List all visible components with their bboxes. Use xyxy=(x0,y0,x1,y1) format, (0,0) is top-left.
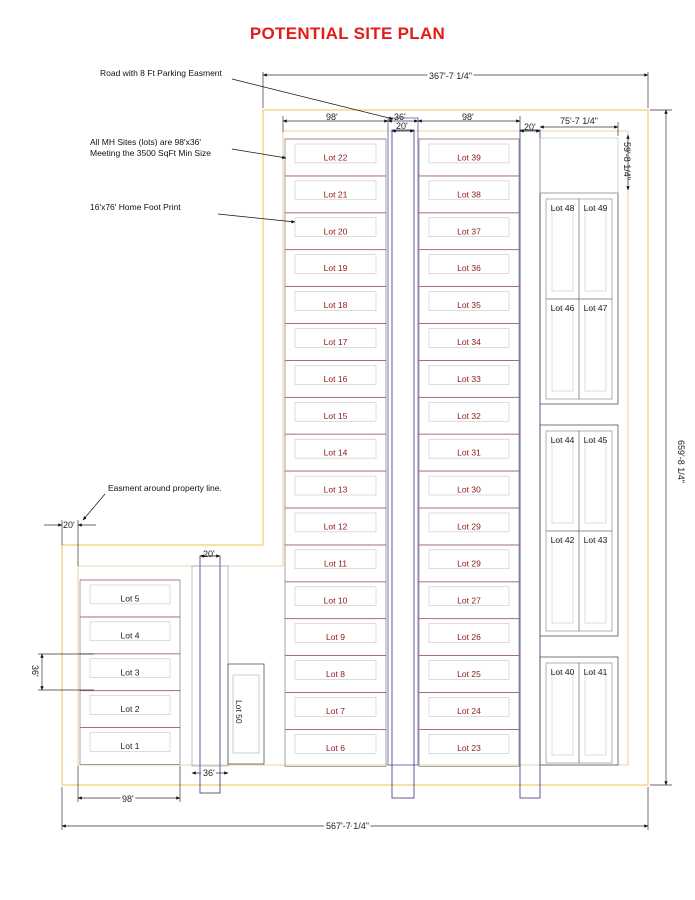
lot-label: Lot 7 xyxy=(326,705,345,716)
lot-label: Lot 17 xyxy=(323,336,348,347)
lot-label: Lot 5 xyxy=(120,593,140,604)
lot xyxy=(419,176,519,213)
lot xyxy=(285,693,386,730)
lot xyxy=(419,287,519,324)
lot-label: Lot 36 xyxy=(457,263,481,274)
lot xyxy=(285,471,386,508)
lot-label: Lot 45 xyxy=(583,435,608,445)
lot-label: Lot 41 xyxy=(583,667,608,677)
lot-label: Lot 42 xyxy=(550,535,575,545)
lot xyxy=(285,619,386,656)
center-road xyxy=(388,118,418,798)
lot-label: Lot 31 xyxy=(457,447,481,458)
lot-50 xyxy=(228,664,264,764)
lot-label: Lot 11 xyxy=(323,558,348,569)
dim-top-width-label: 367'-7 1/4" xyxy=(429,71,472,81)
lot-label: Lot 25 xyxy=(457,669,481,680)
lot-label: Lot 1 xyxy=(120,741,140,752)
lot-label: Lot 20 xyxy=(323,226,348,237)
lot xyxy=(419,434,519,471)
lot-label: Lot 13 xyxy=(323,484,348,495)
lot-label: Lot 29 xyxy=(457,521,481,532)
lot-label: Lot 8 xyxy=(326,669,345,680)
top-right-parcel xyxy=(540,138,618,193)
lot-label: Lot 9 xyxy=(326,632,345,643)
lot-label: Lot 29 xyxy=(457,558,481,569)
lot xyxy=(285,250,386,287)
lot xyxy=(285,508,386,545)
lot-label: Lot 44 xyxy=(550,435,575,445)
lot xyxy=(419,729,519,766)
lot-label: Lot 23 xyxy=(457,742,481,753)
leader-road xyxy=(232,79,393,119)
note-footprint: 16'x76' Home Foot Print xyxy=(90,202,181,212)
lot xyxy=(579,663,612,763)
lot xyxy=(419,397,519,434)
note-road: Road with 8 Ft Parking Easment xyxy=(100,68,222,78)
lot xyxy=(419,360,519,397)
dim-right-height-label: 659'-8 1/4" xyxy=(676,440,686,483)
lot-label: Lot 43 xyxy=(583,535,608,545)
lot xyxy=(546,199,579,299)
lot xyxy=(285,545,386,582)
lot xyxy=(80,580,180,617)
lot xyxy=(419,508,519,545)
lot xyxy=(285,397,386,434)
lot-label: Lot 15 xyxy=(323,410,348,421)
lot xyxy=(80,654,180,691)
lot-label: Lot 21 xyxy=(323,189,348,200)
lot-label: Lot 49 xyxy=(583,203,608,213)
west-road-outline xyxy=(192,566,228,766)
lot xyxy=(285,360,386,397)
dim-bottom-width-label: 567'-7 1/4" xyxy=(326,821,369,831)
lot xyxy=(546,531,579,631)
lot xyxy=(419,693,519,730)
lot-label: Lot 32 xyxy=(457,410,481,421)
dim-lot-width xyxy=(38,654,94,690)
dim-left-road-label: 20' xyxy=(203,549,215,559)
lot xyxy=(419,471,519,508)
lot-label: Lot 3 xyxy=(120,667,140,678)
lot-label: Lot 39 xyxy=(457,152,481,163)
dim-right-road-label: 20' xyxy=(524,122,536,132)
dim-left-road-bottom-label: 36' xyxy=(203,768,215,778)
lot xyxy=(579,431,612,531)
lot-label: Lot 35 xyxy=(457,300,481,311)
lot xyxy=(285,729,386,766)
lot xyxy=(285,287,386,324)
lot xyxy=(285,434,386,471)
easement-boundary xyxy=(78,131,628,765)
lot-label: Lot 22 xyxy=(323,152,348,163)
lot-label: Lot 46 xyxy=(550,303,575,313)
lot xyxy=(546,299,579,399)
lot xyxy=(546,431,579,531)
note-easement: Easment around property line. xyxy=(108,483,222,493)
dim-col-left-label: 98' xyxy=(326,112,338,122)
lot xyxy=(419,250,519,287)
lot-label: Lot 4 xyxy=(120,630,140,641)
lot xyxy=(80,728,180,765)
lot xyxy=(285,213,386,250)
lot-label: Lot 24 xyxy=(457,705,481,716)
lot-label: Lot 16 xyxy=(323,373,348,384)
lot xyxy=(419,656,519,693)
lot-label: Lot 10 xyxy=(323,595,348,606)
lot xyxy=(80,617,180,654)
lot-label: Lot 6 xyxy=(326,742,345,753)
lot-50-label: Lot 50 xyxy=(234,700,244,724)
lot-label: Lot 48 xyxy=(550,203,575,213)
lot-label: Lot 33 xyxy=(457,373,481,384)
lot-label: Lot 27 xyxy=(457,595,481,606)
lot xyxy=(285,582,386,619)
lot-label: Lot 19 xyxy=(323,263,348,274)
dim-block-width-label: 75'-7 1/4" xyxy=(560,116,598,126)
leader-footprint xyxy=(218,214,295,222)
lot xyxy=(285,656,386,693)
lot-label: Lot 47 xyxy=(583,303,608,313)
lot-label: Lot 18 xyxy=(323,300,348,311)
east-road xyxy=(520,130,540,798)
lot-label: Lot 30 xyxy=(457,484,481,495)
west-road xyxy=(200,556,220,793)
dim-col-right-label: 98' xyxy=(462,112,474,122)
lot-label: Lot 40 xyxy=(550,667,575,677)
lot-label: Lot 26 xyxy=(457,632,481,643)
lot xyxy=(419,582,519,619)
lot xyxy=(579,531,612,631)
lot-label: Lot 14 xyxy=(323,447,348,458)
page-title: POTENTIAL SITE PLAN xyxy=(249,24,446,43)
lot xyxy=(579,299,612,399)
lot xyxy=(80,691,180,728)
dim-road-36-label: 36' xyxy=(394,112,406,122)
dim-lot-width-label: 36' xyxy=(30,665,40,677)
lot-label: Lot 12 xyxy=(323,521,348,532)
lot-label: Lot 2 xyxy=(120,704,140,715)
dim-block-height-label: 59'-8 1/4" xyxy=(622,142,632,180)
lot-label: Lot 37 xyxy=(457,226,481,237)
leader-easement xyxy=(83,494,105,520)
lot xyxy=(419,324,519,361)
lot-label: Lot 34 xyxy=(457,336,481,347)
lot xyxy=(579,199,612,299)
lot-label: Lot 38 xyxy=(457,189,481,200)
lot xyxy=(285,139,386,176)
dim-left-lot-depth-label: 98' xyxy=(122,794,134,804)
lot xyxy=(419,139,519,176)
note-lots-line2: Meeting the 3500 SqFt Min Size xyxy=(90,148,211,158)
dim-right-height xyxy=(650,110,672,785)
lot xyxy=(419,545,519,582)
lot xyxy=(419,619,519,656)
lot xyxy=(285,324,386,361)
dim-road-20-label: 20' xyxy=(396,121,408,131)
lot xyxy=(546,663,579,763)
lot xyxy=(285,176,386,213)
lot xyxy=(419,213,519,250)
dim-easement-label: 20' xyxy=(63,520,75,530)
leader-lots xyxy=(232,149,286,158)
note-lots-line1: All MH Sites (lots) are 98'x36' xyxy=(90,137,201,147)
